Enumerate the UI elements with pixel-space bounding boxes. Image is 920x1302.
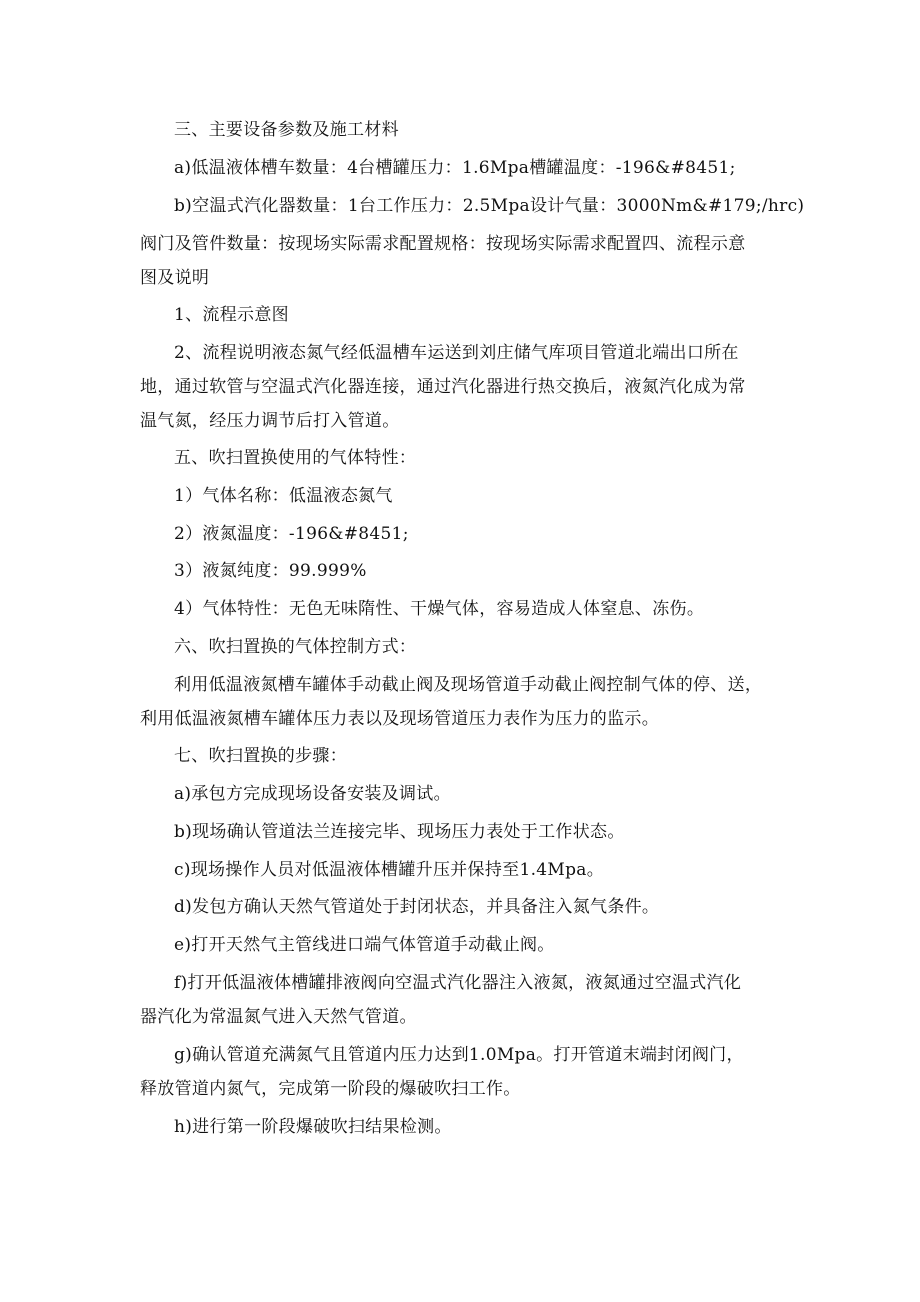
step-g-line-1: g)确认管道充满氮气且管道内压力达到1.0Mpa。打开管道末端封闭阀门，	[174, 1045, 744, 1065]
paragraph-flow-description-3: 温气氮，经压力调节后打入管道。	[140, 411, 400, 431]
paragraph-flow-description-2: 地，通过软管与空温式汽化器连接，通过汽化器进行热交换后，液氮汽化成为常	[140, 377, 746, 397]
step-g-line-2: 释放管道内氮气，完成第一阶段的爆破吹扫工作。	[140, 1079, 521, 1099]
gas-property-4: 4）气体特性：无色无味隋性、干燥气体，容易造成人体窒息、冻伤。	[174, 599, 705, 619]
paragraph-flow-diagram: 1、流程示意图	[174, 305, 289, 325]
step-b: b)现场确认管道法兰连接完毕、现场压力表处于工作状态。	[174, 822, 625, 842]
paragraph-item-a-tanker: a)低温液体槽车数量：4台槽罐压力：1.6Mpa槽罐温度：-196&#8451;	[174, 158, 736, 178]
control-method-2: 利用低温液氮槽车罐体压力表以及现场管道压力表作为压力的监示。	[140, 709, 659, 729]
gas-property-2: 2）液氮温度：-196&#8451;	[174, 524, 409, 544]
step-e: e)打开天然气主管线进口端气体管道手动截止阀。	[174, 935, 555, 955]
step-a: a)承包方完成现场设备安装及调试。	[174, 784, 451, 804]
gas-property-3: 3）液氮纯度：99.999%	[174, 561, 367, 581]
section-heading-7: 七、吹扫置换的步骤：	[174, 746, 347, 766]
section-heading-3: 三、主要设备参数及施工材料	[174, 120, 399, 140]
step-c: c)现场操作人员对低温液体槽罐升压并保持至1.4Mpa。	[174, 860, 605, 880]
paragraph-valves-line: 阀门及管件数量：按现场实际需求配置规格：按现场实际需求配置四、流程示意	[140, 234, 746, 254]
control-method-1: 利用低温液氮槽车罐体手动截止阀及现场管道手动截止阀控制气体的停、送，	[174, 675, 763, 695]
step-d: d)发包方确认天然气管道处于封闭状态，并具备注入氮气条件。	[174, 897, 660, 917]
paragraph-flow-description-1: 2、流程说明液态氮气经低温槽车运送到刘庄储气库项目管道北端出口所在	[174, 343, 739, 363]
paragraph-section-4-line: 图及说明	[140, 268, 210, 288]
step-f-line-2: 器汽化为常温氮气进入天然气管道。	[140, 1007, 417, 1027]
section-heading-5: 五、吹扫置换使用的气体特性：	[174, 448, 417, 468]
section-heading-6: 六、吹扫置换的气体控制方式：	[174, 637, 417, 657]
paragraph-item-b-vaporizer: b)空温式汽化器数量：1台工作压力：2.5Mpa设计气量：3000Nm&#179;/hrc)	[174, 196, 805, 216]
step-f-line-1: f)打开低温液体槽罐排液阀向空温式汽化器注入液氮，液氮通过空温式汽化	[174, 973, 742, 993]
gas-property-1: 1）气体名称：低温液态氮气	[174, 486, 393, 506]
step-h: h)进行第一阶段爆破吹扫结果检测。	[174, 1117, 452, 1137]
